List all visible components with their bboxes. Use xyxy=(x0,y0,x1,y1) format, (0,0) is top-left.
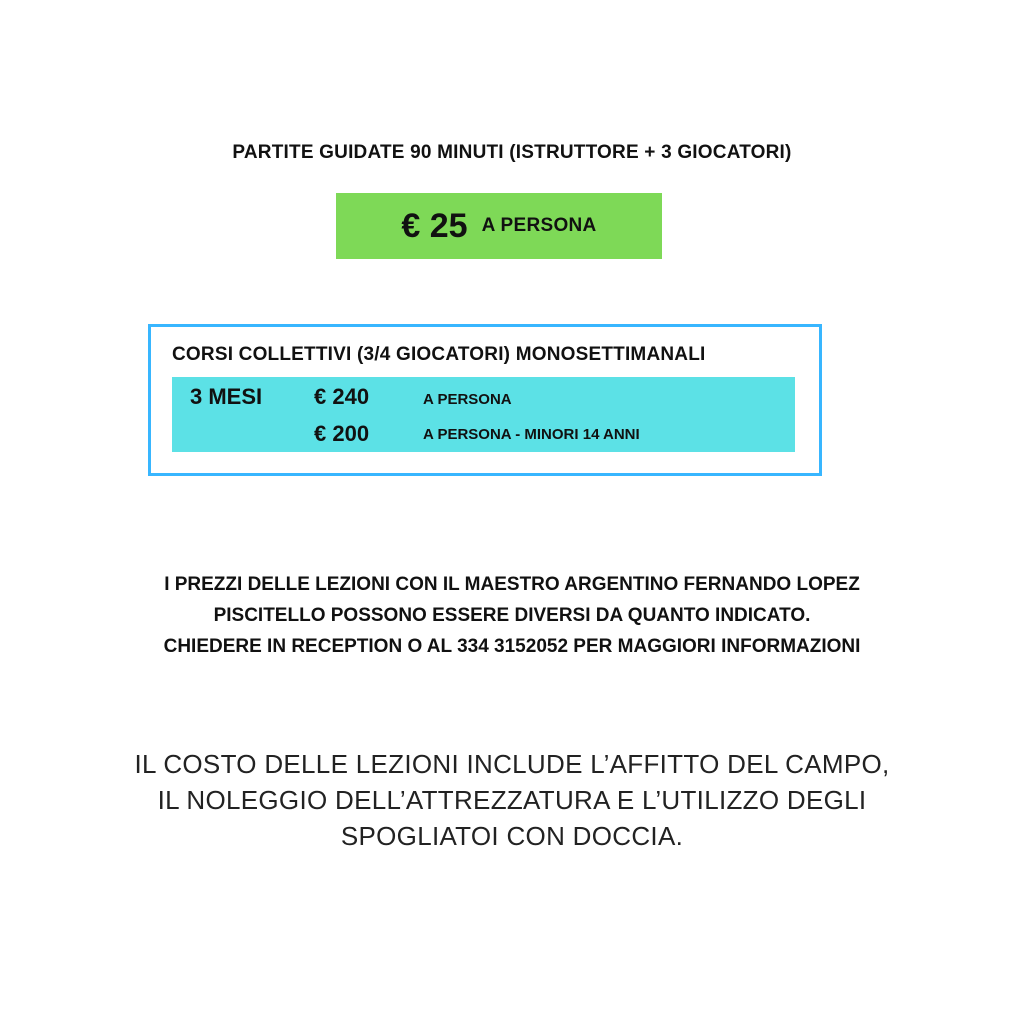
included-line: IL NOLEGGIO DELL’ATTREZZATURA E L’UTILIZZO DEGLI xyxy=(157,785,867,815)
guided-matches-heading: PARTITE GUIDATE 90 MINUTI (ISTRUTTORE + 3 GIOCATORI) xyxy=(232,142,792,163)
notice-line: CHIEDERE IN RECEPTION O AL 334 3152052 PER MAGGIORI INFORMAZIONI xyxy=(163,636,861,657)
course-price-standard: € 240 xyxy=(314,384,370,409)
course-price-minors-note: A PERSONA - MINORI 14 ANNI xyxy=(423,426,640,443)
guided-matches-price-unit: A PERSONA xyxy=(481,215,597,236)
course-price-standard-note: A PERSONA xyxy=(423,391,512,408)
course-period: 3 MESI xyxy=(190,384,263,409)
group-courses-heading: CORSI COLLETTIVI (3/4 GIOCATORI) MONOSETTIMANALI xyxy=(172,344,706,365)
included-line: IL COSTO DELLE LEZIONI INCLUDE L’AFFITTO DEL CAMPO, xyxy=(134,749,890,779)
lessons-price-notice xyxy=(0,569,1024,662)
course-price-minors: € 200 xyxy=(314,421,370,446)
included-line: SPOGLIATOI CON DOCCIA. xyxy=(340,821,684,851)
included-services-text xyxy=(0,746,1024,854)
guided-matches-price: € 25 xyxy=(401,206,468,245)
guided-matches-price-box xyxy=(336,193,662,259)
notice-line: PISCITELLO POSSONO ESSERE DIVERSI DA QUANTO INDICATO. xyxy=(213,605,811,626)
notice-line: I PREZZI DELLE LEZIONI CON IL MAESTRO ARGENTINO FERNANDO LOPEZ xyxy=(164,574,860,595)
